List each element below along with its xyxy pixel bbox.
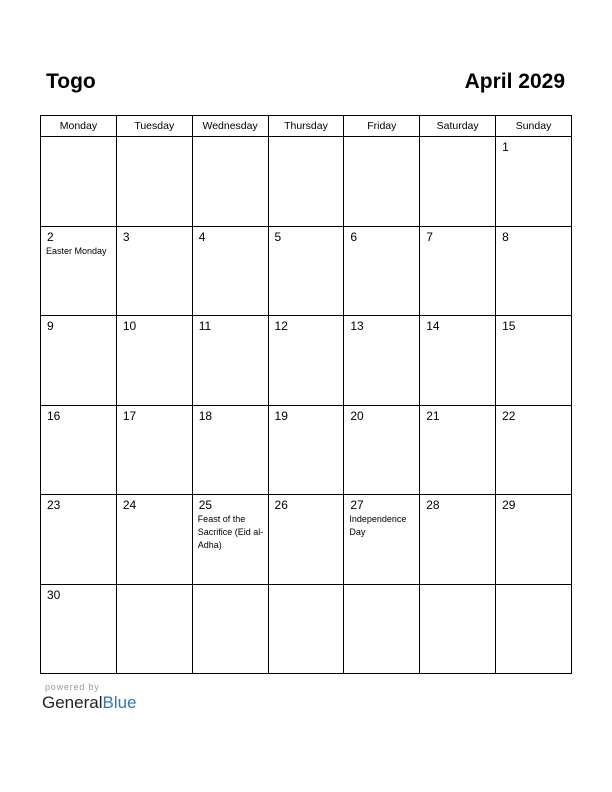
day-cell xyxy=(41,584,117,674)
holiday-label: Independence Day xyxy=(349,514,407,537)
week-row xyxy=(41,405,572,495)
day-cell xyxy=(420,137,496,227)
day-cell xyxy=(116,137,192,227)
weekday-header-row xyxy=(41,116,572,137)
day-cell xyxy=(496,316,572,406)
day-cell xyxy=(268,137,344,227)
day-cell xyxy=(268,316,344,406)
day-number: 16 xyxy=(47,408,61,423)
day-number: 26 xyxy=(274,498,288,512)
day-cell xyxy=(496,226,572,316)
day-number: 20 xyxy=(350,408,364,423)
powered-by-label: powered by xyxy=(45,682,100,692)
day-cell xyxy=(41,226,117,316)
day-cell xyxy=(116,405,192,495)
day-number: 6 xyxy=(350,229,358,244)
day-cell xyxy=(420,316,496,406)
day-number: 15 xyxy=(502,319,516,333)
week-row xyxy=(41,584,572,674)
day-number: 30 xyxy=(47,587,61,602)
weekday-monday: Monday xyxy=(41,116,117,137)
day-number: 10 xyxy=(122,319,137,333)
generalblue-logo xyxy=(42,693,137,713)
day-number: 19 xyxy=(274,408,288,423)
day-cell xyxy=(41,137,117,227)
brand-general: General xyxy=(42,693,103,712)
week-row xyxy=(41,137,572,227)
day-cell xyxy=(420,405,496,495)
day-cell xyxy=(344,137,420,227)
day-number: 18 xyxy=(198,408,213,423)
weekday-friday: Friday xyxy=(344,116,420,137)
day-cell xyxy=(192,584,268,674)
day-cell xyxy=(496,405,572,495)
week-row xyxy=(41,495,572,585)
day-number: 5 xyxy=(274,229,282,244)
day-cell xyxy=(420,584,496,674)
holiday-label: Feast of the Sacrifice (Eid al-Adha) xyxy=(197,514,264,550)
day-number: 14 xyxy=(426,319,440,333)
day-cell xyxy=(41,495,117,585)
day-number: 2 xyxy=(47,229,54,244)
weekday-thursday: Thursday xyxy=(268,116,344,137)
day-cell xyxy=(116,226,192,316)
day-number: 23 xyxy=(47,498,61,512)
day-cell xyxy=(344,584,420,674)
day-cell xyxy=(420,495,496,585)
calendar-grid xyxy=(40,115,572,674)
day-cell xyxy=(116,495,192,585)
day-number: 25 xyxy=(198,498,213,512)
day-cell xyxy=(41,316,117,406)
brand-blue: Blue xyxy=(102,693,137,712)
day-cell xyxy=(268,405,344,495)
week-row xyxy=(41,226,572,316)
weekday-saturday: Saturday xyxy=(420,116,496,137)
day-cell xyxy=(496,137,572,227)
day-number: 8 xyxy=(502,229,509,244)
day-number: 9 xyxy=(47,319,54,333)
day-number: 17 xyxy=(122,408,137,423)
holiday-label: Easter Monday xyxy=(46,245,107,256)
day-cell xyxy=(268,584,344,674)
weekday-sunday: Sunday xyxy=(496,116,572,137)
day-cell xyxy=(192,316,268,406)
day-cell xyxy=(192,226,268,316)
day-number: 7 xyxy=(426,229,433,244)
day-cell xyxy=(192,495,268,585)
day-number: 3 xyxy=(122,229,130,244)
day-number: 24 xyxy=(122,498,137,512)
day-number: 27 xyxy=(350,498,364,512)
day-cell xyxy=(496,584,572,674)
week-row xyxy=(41,316,572,406)
day-number: 29 xyxy=(502,498,516,512)
day-number: 21 xyxy=(426,408,440,423)
day-cell xyxy=(420,226,496,316)
day-number: 22 xyxy=(502,408,516,423)
day-cell xyxy=(41,405,117,495)
day-cell xyxy=(344,316,420,406)
day-cell xyxy=(344,226,420,316)
day-number: 12 xyxy=(274,319,288,333)
day-cell xyxy=(496,495,572,585)
country-title: Togo xyxy=(46,70,96,93)
day-number: 11 xyxy=(198,319,212,333)
day-cell xyxy=(344,405,420,495)
day-cell xyxy=(268,495,344,585)
day-number: 4 xyxy=(198,229,206,244)
day-cell xyxy=(268,226,344,316)
weekday-wednesday: Wednesday xyxy=(192,116,268,137)
weekday-tuesday: Tuesday xyxy=(116,116,192,137)
day-number: 28 xyxy=(426,498,440,512)
day-cell xyxy=(344,495,420,585)
day-cell xyxy=(192,405,268,495)
day-cell xyxy=(116,584,192,674)
day-number: 13 xyxy=(350,319,364,333)
day-cell xyxy=(192,137,268,227)
month-year-title: April 2029 xyxy=(464,70,565,93)
day-number: 1 xyxy=(502,140,509,154)
day-cell xyxy=(116,316,192,406)
